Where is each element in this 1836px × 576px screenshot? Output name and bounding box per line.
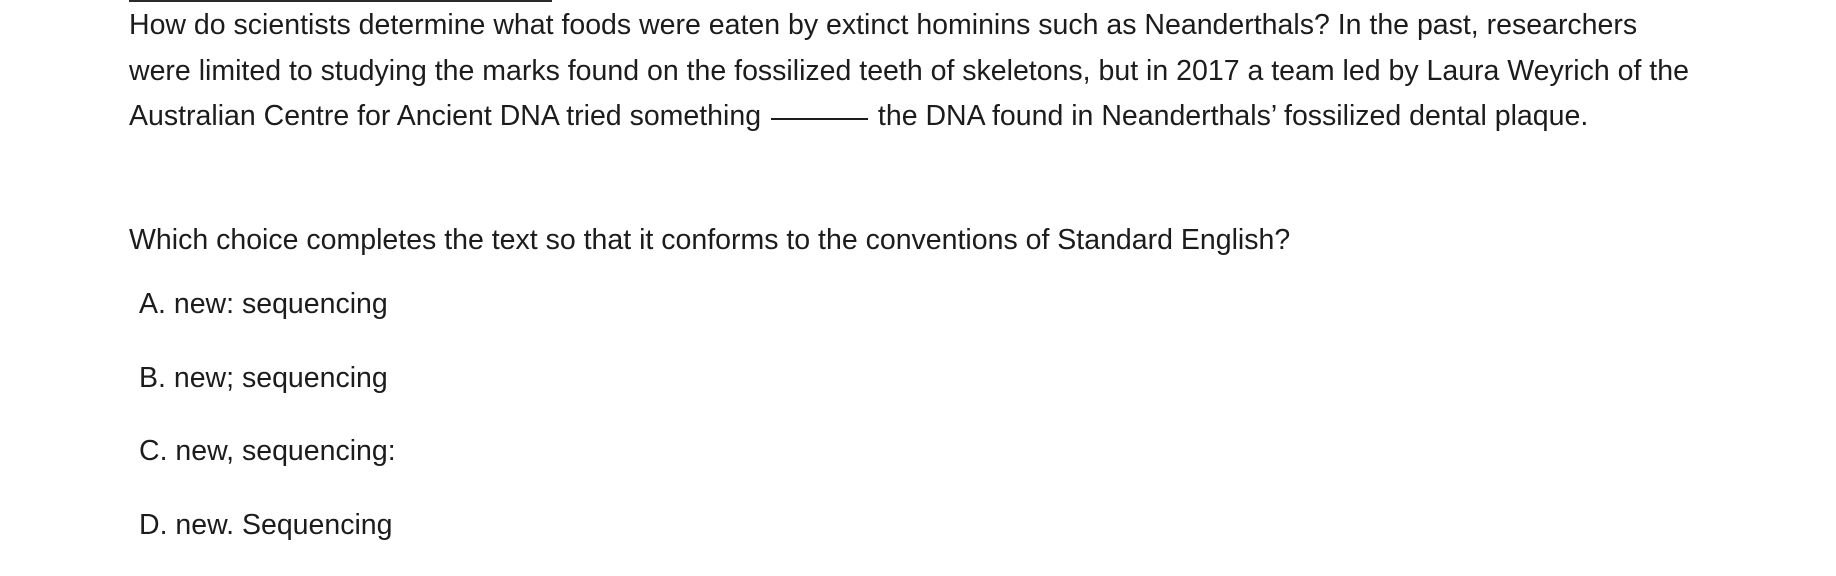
answer-blank (771, 118, 868, 120)
question-prompt: Which choice completes the text so that it conforms to the conventions of Standard English? (129, 218, 1290, 263)
choice-text: new; sequencing (174, 362, 388, 394)
answer-choices (139, 282, 396, 576)
choice-a[interactable] (139, 282, 396, 356)
choice-letter: B. (139, 362, 166, 394)
choice-b[interactable] (139, 356, 396, 430)
choice-text: new. Sequencing (175, 509, 392, 541)
choice-d[interactable] (139, 503, 396, 576)
choice-text: new: sequencing (174, 288, 388, 320)
top-divider (129, 0, 552, 2)
passage-after-blank: the DNA found in Neanderthals’ fossilized dental plaque. (878, 100, 1588, 132)
choice-letter: C. (139, 435, 168, 467)
choice-c[interactable] (139, 429, 396, 503)
choice-letter: A. (139, 288, 166, 320)
passage-before-blank: How do scientists determine what foods were eaten by extinct hominins such as Neanderthals? In the past, researchers were limited to studying the marks found on the fossilized teeth of skeletons, but in 2017 a team led by Laura Weyrich of the Australian Centre for Ancient DNA tried something (129, 9, 1689, 132)
passage-text (129, 3, 1689, 140)
choice-letter: D. (139, 509, 168, 541)
choice-text: new, sequencing: (175, 435, 395, 467)
